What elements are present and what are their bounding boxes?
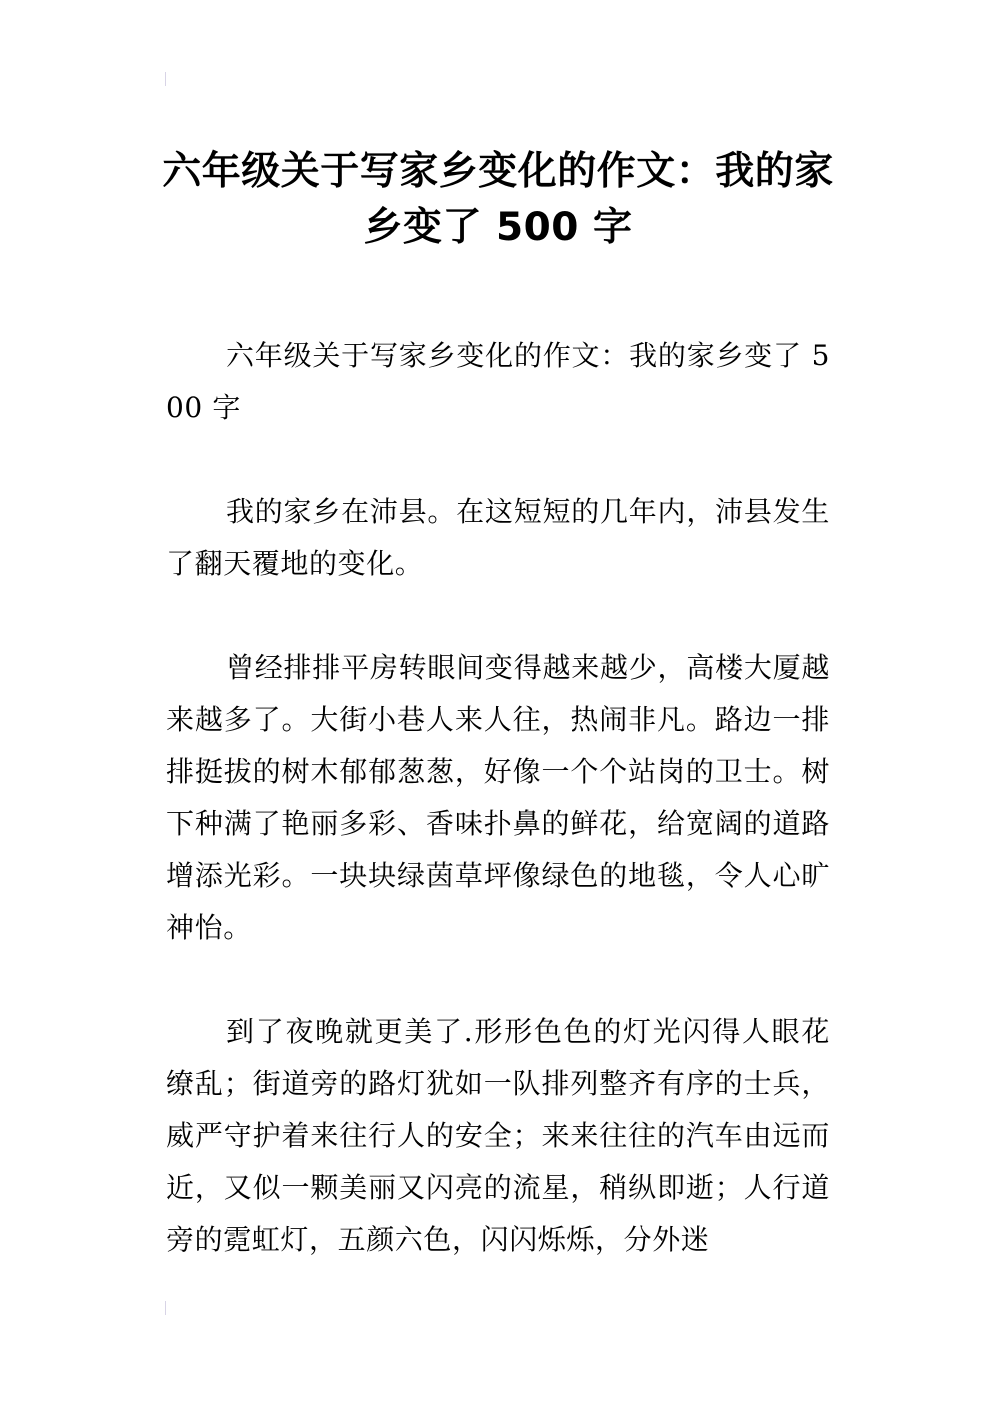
paragraph-subtitle: 六年级关于写家乡变化的作文：我的家乡变了 500 字 <box>166 339 830 424</box>
page-corner-mark-bottom <box>165 1301 166 1315</box>
paragraph-night: 到了夜晚就更美了.形形色色的灯光闪得人眼花缭乱；街道旁的路灯犹如一队排列整齐有序的士兵，威严守护着来往行人的安全；来来往往的汽车由远而近，又似一颗美丽又闪亮的流星，稍纵即逝；人行道旁的霓虹灯，五颜六色，闪闪烁烁，分外迷 <box>166 1015 830 1256</box>
page-corner-mark-top <box>165 72 166 86</box>
document-body <box>166 330 830 1318</box>
document-title: 六年级关于写家乡变化的作文：我的家乡变了 500 字 <box>162 149 834 251</box>
paragraph-daytime: 曾经排排平房转眼间变得越来越少，高楼大厦越来越多了。大街小巷人来人往，热闹非凡。路边一排排挺拔的树木郁郁葱葱，好像一个个站岗的卫士。树下种满了艳丽多彩、香味扑鼻的鲜花，给宽阔的道路增添光彩。一块块绿茵草坪像绿色的地毯，令人心旷神怡。 <box>166 651 830 944</box>
paragraph-intro: 我的家乡在沛县。在这短短的几年内，沛县发生了翻天覆地的变化。 <box>166 495 830 580</box>
